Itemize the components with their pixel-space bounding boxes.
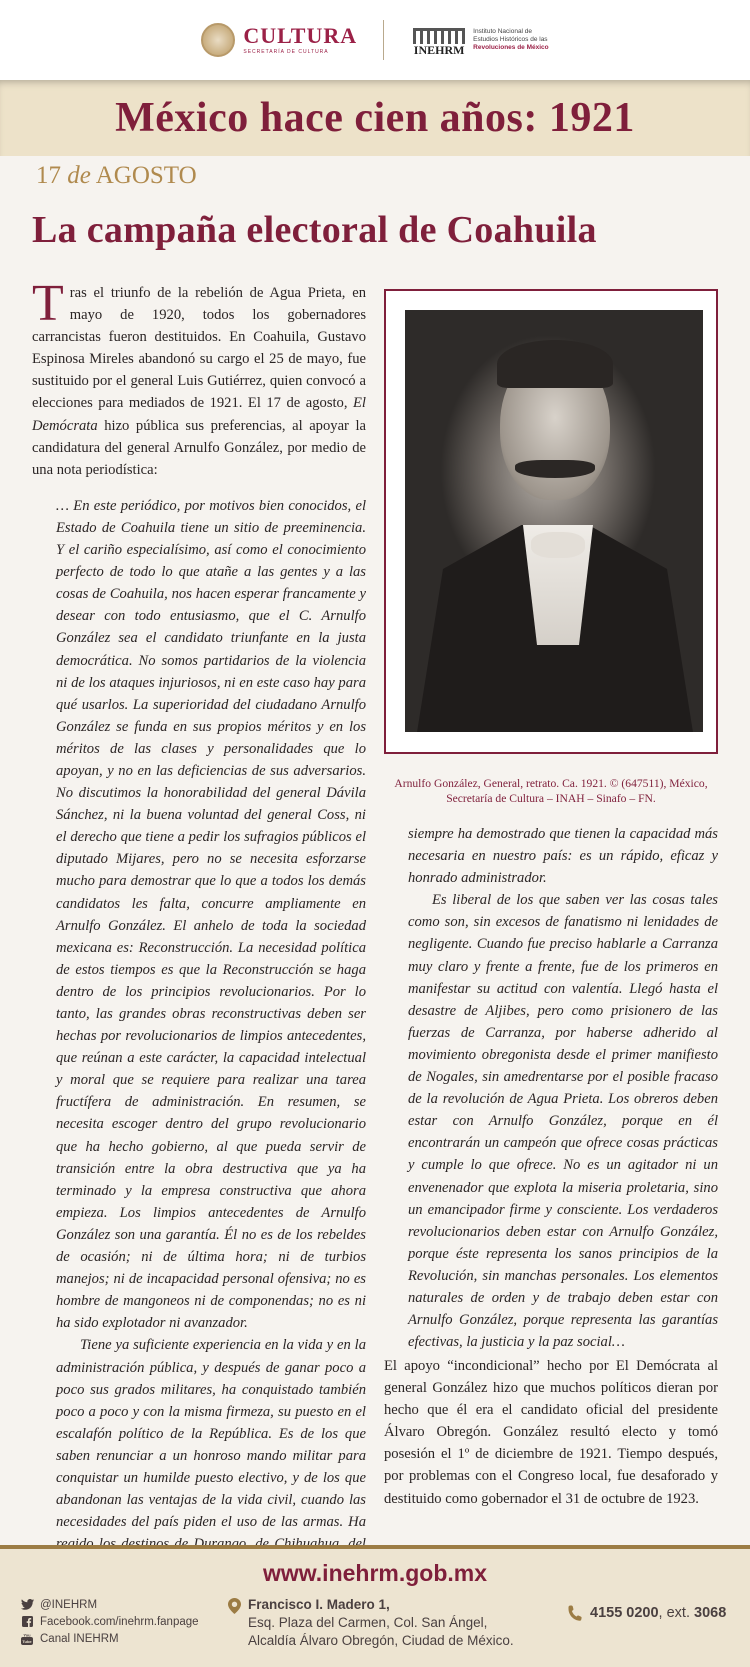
newspaper-name: El Demócrata [32, 395, 366, 434]
inehrm-line-2: Estudios Históricos de las [473, 35, 548, 43]
photo-caption [384, 776, 718, 806]
inehrm-line-1: Instituto Nacional de [473, 27, 533, 35]
svg-text:Tube: Tube [22, 1638, 32, 1644]
date-day: 17 [36, 162, 61, 189]
youtube-channel: Canal INEHRM [40, 1632, 119, 1645]
location-pin-icon [228, 1598, 241, 1614]
date-label [36, 162, 197, 190]
facebook-icon [20, 1616, 34, 1628]
right-quote-column [408, 823, 718, 1353]
date-month: AGOSTO [95, 162, 197, 189]
phone-ext-label: , ext. [658, 1605, 695, 1621]
inehrm-name: INEHRM [413, 43, 465, 57]
caption-line-1: Arnulfo González, General, retrato. Ca. 1921. © (647511), México, [394, 777, 708, 790]
cultura-logo [201, 23, 357, 57]
address-line-3: Alcaldía Álvaro Obregón, Ciudad de México. [248, 1633, 514, 1648]
portrait-photo [405, 310, 703, 732]
building-icon [410, 24, 468, 56]
address-line-2: Esq. Plaza del Carmen, Col. San Ángel, [248, 1615, 488, 1630]
cultura-word: CULTURA [243, 23, 358, 48]
national-seal-icon [201, 23, 235, 57]
cultura-subtitle: SECRETARÍA DE CULTURA [243, 49, 329, 55]
youtube-icon [20, 1633, 34, 1645]
drop-cap: T [32, 275, 64, 332]
intro-paragraph [32, 275, 366, 481]
portrait-frame [384, 289, 718, 754]
banner-title: México hace cien años: 1921 [115, 95, 635, 141]
intro-text-b: hizo pública sus preferencias, al apoyar la candidatura del general Arnulfo González, por medio de una nota periodística: [32, 417, 366, 478]
phone-ext: 3068 [694, 1605, 727, 1621]
youtube-link[interactable] [20, 1630, 199, 1647]
social-links [20, 1596, 199, 1647]
phone-number: 4155 0200 [590, 1605, 659, 1621]
quote-paragraph-4: Es liberal de los que saben ver las cosas tales como son, sin excesos de fanatismo ni lenidades de negligente. Cuando fue preciso hablarle a Carranza muy claro y frente a frente, fue de los primeros en manifestar su actitud con valentía. Llegó hasta el desastre de Aljibes, pero como prisionero de las fuerzas de Carranza, por haberse adherido al movimiento obregonista desde el primer manifiesto de Nogales, sin amedrentarse por el posible fracaso de la revolución de Agua Prieta. Los obreros deben estar con Arnulfo González, porque en él encontrarán un campeón que ofrece cosas prácticas y cumple lo que ofrece. No es un agitador ni un envenenador que explota la miseria proletaria, sino un emancipador firme y consciente. Los verdaderos revolucionarios deben estar con Arnulfo González, porque éste representa los sanos principios de la Revolución, sin manchas personales. Los elementos naturales de orden y de trabajo deben estar con Arnulfo González, porque representa las garantías efectivas, la justicia y la paz social… [408, 892, 718, 1351]
phone-icon [568, 1605, 582, 1621]
address-street: Francisco I. Madero 1, [248, 1597, 390, 1612]
svg-text:You: You [23, 1632, 31, 1637]
right-closing-column [384, 1355, 718, 1510]
article-title: La campaña electoral de Coahuila [32, 209, 597, 251]
twitter-icon [20, 1599, 34, 1611]
inehrm-line-3: Revoluciones de México [473, 44, 549, 52]
date-de: de [67, 162, 91, 189]
address-block [248, 1596, 514, 1650]
twitter-handle: @INEHRM [40, 1598, 98, 1611]
inehrm-logo [410, 24, 549, 56]
header [0, 0, 750, 80]
left-column [32, 275, 366, 1600]
phone-block[interactable] [568, 1605, 726, 1621]
caption-line-2: Secretaría de Cultura – INAH – Sinafo – FN. [446, 792, 656, 805]
quote-paragraph-2: Tiene ya suficiente experiencia en la vida y en la administración pública, y después de ganar poco a poco sus grados militares, ha conquistado también poco a poco y con la misma firmeza, su puesto en el escalafón político de la República. Es de los que saben renunciar a un honroso mando militar para conquistar un humilde puesto electivo, y de los que abandonan las ventajas de la vida civil, cuando las necesidades del país piden el uso de las armas. Ha [56, 1337, 366, 1531]
title-banner [0, 80, 750, 156]
quote-paragraph-1: … En este periódico, por motivos bien conocidos, el Estado de Coahuila tiene un sitio de preeminencia. Y el cariño especialísimo, así como el conocimiento perfecto de todo lo que atañe a las gentes y a las cosas de Coahuila, nos hacen esperar francamente y desear con todo entusiasmo, que el C. Arnulfo González sea el candidato triunfante en la justa democrática. No somos partidarios de la violencia ni de los ataques injuriosos, ni en este caso hay para qué usarlos. La superioridad del ciudadano Arnulfo González se funda en sus propios méritos y en los méritos de las clases y personalidades que lo apoyan, y no en las deficiencias de sus adversarios. No discutimos la honorabilidad del general Dávila Sánchez, ni la buena voluntad del general Coss, ni el derecho que tiene a pedir los sufragios públicos el diputado Mijares, pero no se necesita esforzarse mucho para demostrar que lo que a todos los demás candidatos les falta, concurre ampliamente en Arnulfo González. El anhelo de toda la sociedad mexicana es: Reconstrucción. La necesidad política de estos tiempos es que la Reconstrucción se haga dentro de los principios revolucionarios. Por lo tanto, las grandes obras reconstructivas deben ser hechas por revolucionarios de limpios antecedentes, que reúnan a este carácter, la capacidad intelectual y moral que se requiere para realizar una tarea fructífera de administración. En resumen, se necesita escoger dentro del grupo revolucionario que ha hecho gobierno, al que pueda servir de transición entre la obra destructiva que ya ha terminado y la empresa constructiva que ahora empieza. Los limpios antecedentes de Arnulfo González son una garantía. Él no es de los rebeldes de ocasión; ni de última hora; ni de turbios manejos; ni de incapacidad personal ofensiva; no es hombre de mangoneos ni de componendas; no es ni ha sido explotador ni avanzador. [56, 497, 366, 1332]
twitter-link[interactable] [20, 1596, 199, 1613]
header-divider [383, 20, 384, 60]
facebook-link[interactable] [20, 1613, 199, 1630]
intro-text-a: ras el triunfo de la rebelión de Agua Prieta, en mayo de 1920, todos los gobernadores carrancistas fueron destituidos. En Coahuila, Gustavo Espinosa Mireles abandonó su cargo el 25 de mayo, fue sustituido por el general Luis Gutiérrez, quien convocó a elecciones para mediados de 1921. El 17 de agosto, [32, 285, 366, 412]
website-link[interactable]: www.inehrm.gob.mx [262, 1560, 488, 1586]
quote-paragraph-3: siempre ha demostrado que tienen la capacidad más necesaria en nuestro país: es un rápido, eficaz y honrado administrador. [408, 826, 718, 887]
facebook-url: Facebook.com/inehrm.fanpage [40, 1615, 199, 1628]
closing-paragraph: El apoyo “incondicional” hecho por El Demócrata al general González hizo que muchos políticos dieran por hecho que él era el candidato oficial del presidente Álvaro Obregón. González resultó electo y tomó posesión el 1º de diciembre de 1921. Tiempo después, por problemas con el Congreso local, fue desaforado y destituido como gobernador el 31 de octubre de 1923. [384, 1358, 718, 1507]
